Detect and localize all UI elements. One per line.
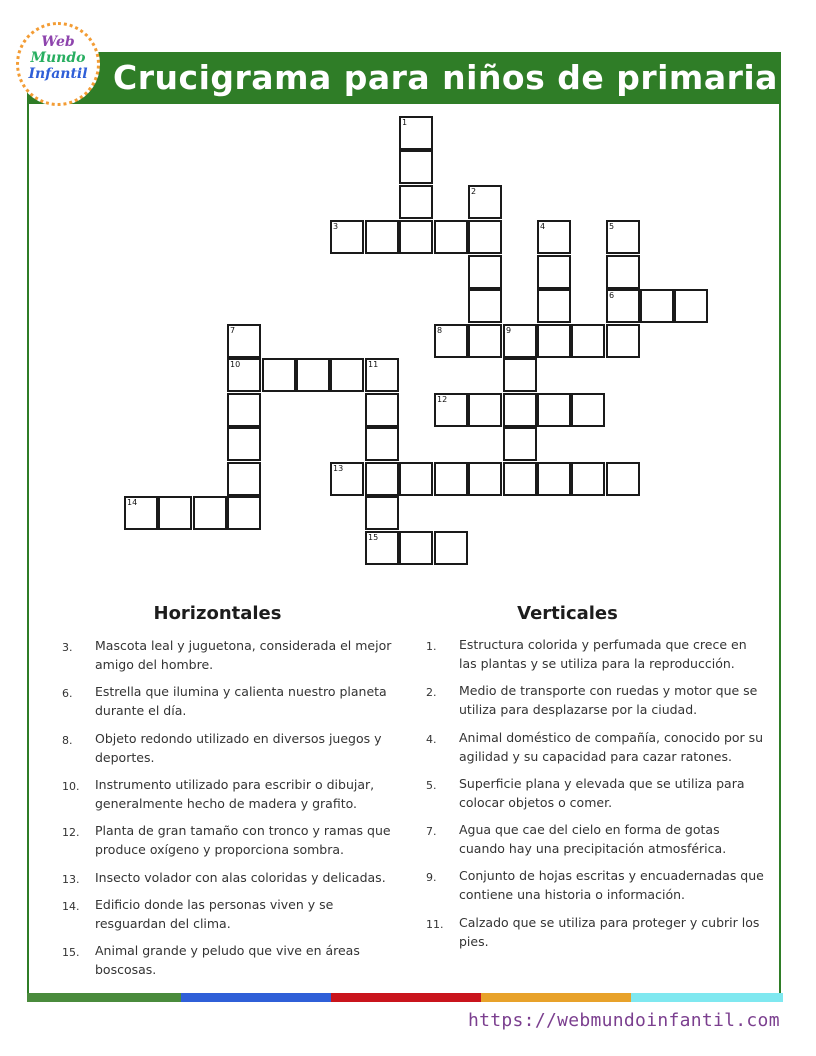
- crossword-cell[interactable]: [537, 220, 571, 254]
- crossword-cell[interactable]: [503, 462, 537, 496]
- crossword-cell[interactable]: [571, 393, 605, 427]
- clue-number: 11.: [426, 918, 444, 931]
- clue-number: 4: [540, 222, 546, 231]
- clue-number: 6.: [62, 687, 73, 700]
- logo-word-1: Web: [41, 34, 75, 50]
- clue-number: 1: [402, 118, 408, 127]
- crossword-cell[interactable]: [365, 393, 399, 427]
- clue-number: 2: [471, 187, 477, 196]
- crossword-cell[interactable]: [537, 462, 571, 496]
- clue-number: 15: [368, 533, 379, 542]
- crossword-cell[interactable]: [227, 324, 261, 358]
- crossword-cell[interactable]: [365, 462, 399, 496]
- crossword-cell[interactable]: [537, 255, 571, 289]
- clue-number: 10: [230, 360, 241, 369]
- crossword-cell[interactable]: [537, 324, 571, 358]
- colorbar-green: [27, 993, 181, 1002]
- clue-number: 8: [437, 326, 443, 335]
- footer-url[interactable]: https://webmundoinfantil.com: [468, 1010, 780, 1031]
- clue-number: 14.: [62, 900, 80, 913]
- clue-number: 9.: [426, 871, 437, 884]
- clue-number: 7: [230, 326, 236, 335]
- clue-number: 10.: [62, 780, 80, 793]
- clue-number: 2.: [426, 686, 437, 699]
- crossword-cell[interactable]: [365, 220, 399, 254]
- crossword-cell[interactable]: [537, 289, 571, 323]
- crossword-cell[interactable]: [330, 220, 364, 254]
- crossword-cell[interactable]: [434, 462, 468, 496]
- crossword-cell[interactable]: [468, 393, 502, 427]
- crossword-cell[interactable]: [124, 496, 158, 530]
- clue-text: Animal grande y peludo que vive en áreas boscosas.: [95, 943, 360, 977]
- crossword-cell[interactable]: [227, 496, 261, 530]
- crossword-cell[interactable]: [434, 531, 468, 565]
- crossword-cell[interactable]: [468, 324, 502, 358]
- clue-number: 12.: [62, 826, 80, 839]
- clue-number: 13: [333, 464, 344, 473]
- crossword-cell[interactable]: [399, 531, 433, 565]
- crossword-cell[interactable]: [330, 462, 364, 496]
- crossword-cell[interactable]: [606, 324, 640, 358]
- clue-number: 14: [127, 498, 138, 507]
- clue-number: 4.: [426, 733, 437, 746]
- horizontales-heading: Horizontales: [153, 603, 282, 624]
- crossword-cell[interactable]: [537, 393, 571, 427]
- crossword-cell[interactable]: [227, 427, 261, 461]
- crossword-cell[interactable]: [399, 462, 433, 496]
- clue-number: 6: [609, 291, 615, 300]
- crossword-cell[interactable]: [193, 496, 227, 530]
- clue-number: 5: [609, 222, 615, 231]
- crossword-cell[interactable]: [365, 496, 399, 530]
- colorbar-cyan: [631, 993, 783, 1002]
- logo-word-2: Mundo: [30, 50, 86, 66]
- crossword-cell[interactable]: [399, 185, 433, 219]
- crossword-cell[interactable]: [571, 324, 605, 358]
- clue-text: Planta de gran tamaño con tronco y ramas que produce oxígeno y proporciona sombra.: [95, 823, 391, 857]
- clue-number: 8.: [62, 734, 73, 747]
- clue-text: Agua que cae del cielo en forma de gotas cuando hay una precipitación atmosférica.: [459, 822, 727, 856]
- clue-text: Animal doméstico de compañía, conocido por su agilidad y su capacidad para cazar ratones.: [459, 730, 764, 764]
- crossword-cell[interactable]: [399, 116, 433, 150]
- crossword-cell[interactable]: [330, 358, 364, 392]
- clue-number: 13.: [62, 873, 80, 886]
- clue-text: Insecto volador con alas coloridas y delicadas.: [95, 870, 386, 885]
- crossword-cell[interactable]: [503, 393, 537, 427]
- clue-text: Medio de transporte con ruedas y motor que se utiliza para desplazarse por la ciudad.: [459, 683, 758, 717]
- clue-number: 3.: [62, 641, 73, 654]
- crossword-cell[interactable]: [434, 220, 468, 254]
- crossword-cell[interactable]: [468, 220, 502, 254]
- crossword-cell[interactable]: [227, 358, 261, 392]
- colorbar-orange: [481, 993, 631, 1002]
- clue-text: Superficie plana y elevada que se utiliza para colocar objetos o comer.: [459, 776, 745, 810]
- crossword-cell[interactable]: [503, 324, 537, 358]
- clue-text: Edificio donde las personas viven y se resguardan del clima.: [95, 897, 334, 931]
- crossword-cell[interactable]: [468, 255, 502, 289]
- colorbar-blue: [181, 993, 331, 1002]
- clue-number: 12: [437, 395, 448, 404]
- crossword-cell[interactable]: [296, 358, 330, 392]
- clue-text: Estructura colorida y perfumada que crece en las plantas y se utiliza para la reproducción.: [459, 637, 747, 671]
- clue-number: 3: [333, 222, 339, 231]
- clue-text: Instrumento utilizado para escribir o dibujar, generalmente hecho de madera y grafito.: [95, 777, 375, 811]
- crossword-cell[interactable]: [606, 289, 640, 323]
- clue-number: 5.: [426, 779, 437, 792]
- crossword-cell[interactable]: [606, 255, 640, 289]
- crossword-cell[interactable]: [468, 185, 502, 219]
- crossword-cell[interactable]: [227, 462, 261, 496]
- crossword-cell[interactable]: [503, 358, 537, 392]
- crossword-cell[interactable]: [399, 150, 433, 184]
- crossword-cell[interactable]: [606, 220, 640, 254]
- clue-text: Estrella que ilumina y calienta nuestro planeta durante el día.: [95, 684, 387, 718]
- clue-text: Conjunto de hojas escritas y encuadernadas que contiene una historia o información.: [459, 868, 764, 902]
- crossword-cell[interactable]: [468, 289, 502, 323]
- crossword-cell[interactable]: [503, 427, 537, 461]
- crossword-cell[interactable]: [468, 462, 502, 496]
- clue-number: 1.: [426, 640, 437, 653]
- crossword-cell[interactable]: [640, 289, 674, 323]
- clue-number: 15.: [62, 946, 80, 959]
- crossword-cell[interactable]: [227, 393, 261, 427]
- logo-word-3: Infantil: [28, 66, 88, 82]
- crossword-cell[interactable]: [434, 393, 468, 427]
- page-title: Crucigrama para niños de primaria: [113, 58, 778, 97]
- clue-number: 9: [506, 326, 512, 335]
- crossword-cell[interactable]: [434, 324, 468, 358]
- clue-text: Mascota leal y juguetona, considerada el mejor amigo del hombre.: [95, 638, 392, 672]
- crossword-cell[interactable]: [158, 496, 192, 530]
- crossword-cell[interactable]: [399, 220, 433, 254]
- clue-number: 11: [368, 360, 379, 369]
- crossword-cell[interactable]: [674, 289, 708, 323]
- clue-text: Objeto redondo utilizado en diversos juegos y deportes.: [95, 731, 382, 765]
- crossword-cell[interactable]: [262, 358, 296, 392]
- crossword-cell[interactable]: [365, 531, 399, 565]
- clue-number: 7.: [426, 825, 437, 838]
- crossword-cell[interactable]: [571, 462, 605, 496]
- crossword-cell[interactable]: [606, 462, 640, 496]
- verticales-heading: Verticales: [517, 603, 618, 624]
- crossword-cell[interactable]: [365, 358, 399, 392]
- crossword-cell[interactable]: [365, 427, 399, 461]
- colorbar-red: [331, 993, 481, 1002]
- clue-text: Calzado que se utiliza para proteger y cubrir los pies.: [459, 915, 760, 949]
